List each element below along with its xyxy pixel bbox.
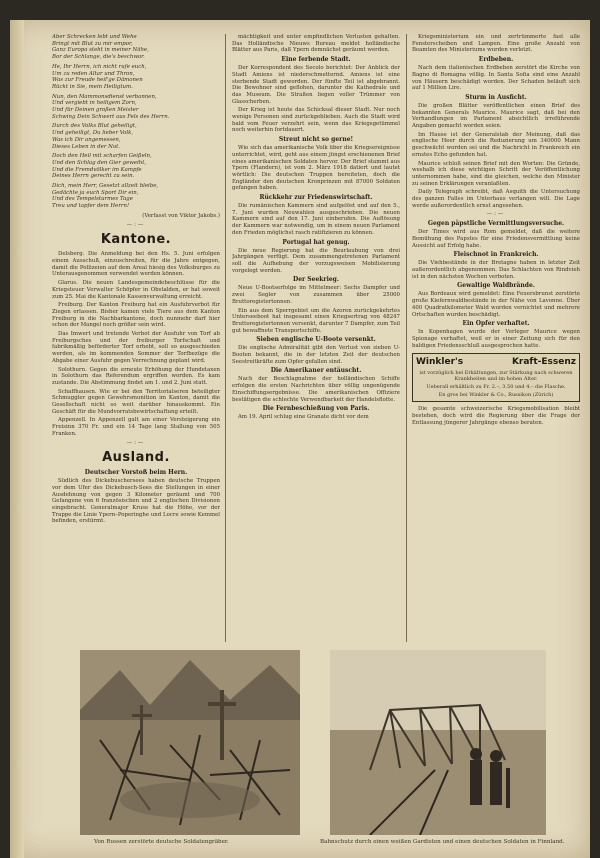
- ad-name-left: Winkler's: [416, 357, 464, 368]
- column-left: [52, 34, 220, 639]
- photo-caption: Von Russen zerstörte deutsche Soldatengräber.: [94, 839, 229, 845]
- article-headline: Die Fernbeschießung von Paris.: [262, 405, 370, 413]
- article-headline: Der Seekrieg.: [293, 276, 339, 284]
- column-right: [412, 34, 580, 639]
- article-paragraph: Schaffhausen. Wie er bei den Territorialseren beteiligter Schmuggler gegen Gewehrsmunition im Kanton, damit die Gesellschaft nicht so weit darüber hinauskommt. Ein Geschäft für die Mundvorratsbewirtschaftung erteilt.: [52, 388, 220, 415]
- article-paragraph: Wie sich das amerikanische Volk über die Kriegsereignisse unterrichtet, wird, geht aus einem jüngst erschienenen Brief eines amerikanischen Soldaten hervor. Der Brief stammt aus Ypern (Flandern), ist vom 2. März 1918 datiert und lautet wörtlich: Die deutschen Truppen bereiteten, doch die Engländer den deutschen Kronprinzen mit 87000 Soldaten gefangen haben.: [232, 145, 400, 192]
- article-paragraph: Kriegsministerium ein und zertrümmerte fast alle Fensterscheiben und Lampen. Eine große Anzahl von Beamten des Ministeriums wurden verletzt.: [412, 34, 580, 54]
- article-headline: Sturm in Ausficht.: [465, 93, 527, 101]
- article-headline: Die Amerikaner entäuscht.: [270, 367, 362, 375]
- article-paragraph: Maurice schloß seinen Brief mit den Worten: Die Gründe, weshalb ich diese wichtigen Schritt der Veröffentlichung unternommen habe, sind die gleichen, welche den Minister zu seinen Erklärungen veranlaßten.: [412, 160, 580, 187]
- poem-stanza: Dich, mein Herr, Gesetzt allzeit bleibe, Gedächte ja euch Sport Dir ein, Und des Tempelsturmes Tage Treu und tapfer dem Herrn!: [52, 183, 159, 210]
- photo-railway-image: [330, 650, 546, 835]
- article-paragraph: Der Krieg ist heute das Schicksal dieser Stadt. Nur noch wenige Personen sind zurückgeblieben. Auch die Stadt wird bald vom Feuer verzehrt sein, wenn das Kriegsgetümmel noch weiterhin fortdauert.: [232, 107, 400, 134]
- article-paragraph: Die neue Regierung hat die Beurlaubung von drei Jahrgängen verfügt. Dem zusammengetretenen Parlament soll die Aufhebung der vorzugsweisen Mobilisierung vorgelegt werden.: [232, 247, 400, 274]
- poem-signature: (Verfasst von Viktor Jakobs.): [142, 212, 220, 219]
- article-paragraph: Freiburg. Der Kanton Freiburg hat ein Ausfuhrverbot für Ziegen erlassen. Bisher kamen viele Tiere aus dem Kanton Freiburg in die Nachbarkantone, doch nunmehr darf hier schon der Mangel noch größer sein wird.: [52, 302, 220, 329]
- poem-stanza: Aber Schrecken lebt und Wehe Bringt mit Blut zu mir empor, Ganz Europa steht in meiner Nähe, Bor der Schlange, die's beschwor.: [52, 34, 149, 61]
- article-paragraph: Glarus. Die neuen Landesgemeindebeschlüsse für die Kriegsteuer Verwalter Schöpfer in Obstalden, er hat soweit zum 25. Mai die Kantonale Kassenverwaltung erreicht.: [52, 280, 220, 300]
- article-paragraph: Delsberg. Die Anmeldung bei den Hs. 5. Juni erfolgen einem Ausschuß, einzuschreiten, für die Jahre entgegen, damit die Pollizeien auf dem Areal hiesig des Volksburges zu Unterausgenommen verwendet werden können.: [52, 251, 220, 278]
- article-paragraph: Appenzell. In Appenzell galt am einer Versteigerung ein Freisinn 370 Fr. und ein 14 Tage lang Stallung von 505 Franken.: [52, 417, 220, 437]
- article-paragraph: Die Viehbestände in der Bretagne haben in letzter Zeit außerordentlich abgenommen. Das Schlachten von Rindvieh ist in den nächsten Wochen verboten.: [412, 260, 580, 280]
- ad-name-right: Kraft-Essenz: [511, 357, 576, 368]
- article-headline: Sieben englische U-Boote versenkt.: [256, 336, 376, 344]
- article-headline: Deutscher Vorstoß beim Hern.: [84, 469, 188, 477]
- article-paragraph: Neue U-Bootserfolge im Mittelmeer: Sechs Dampfer und zwei Segler von zusammen über 25000 Bruttoregistertonnen.: [232, 285, 400, 305]
- column-middle: [232, 34, 400, 639]
- poem-stanza: Nun, den Mammonsdienst verbannen, Und vergiebt in heiligem Zorn, Und für Deinen großen Meister Schwing Dein Schwert aus Fels des Herrn.: [52, 93, 170, 120]
- newspaper-page: [10, 20, 590, 858]
- photo-railway-guard: [330, 650, 546, 835]
- photo-destroyed-graves: [80, 650, 300, 835]
- ad-line: En gros bei Winkler & Co., Russikon (Zürich): [438, 392, 554, 399]
- article-paragraph: Im Hause ist der Generalstab der Meinung, daß das englische Heer durch die Reduzierung um 340000 Mann geschwächt worden sei und die Nachricht in Frankreich ein ernstes Echo gefunden hat.: [412, 131, 580, 158]
- article-headline: Fleischnot in Frankreich.: [453, 251, 539, 259]
- article-headline: Eine ferbende Stadt.: [281, 56, 351, 64]
- article-headline: Gegen päpstliche Vermittlungsversuche.: [427, 220, 565, 228]
- article-paragraph: Nach der Beschlagnahme der holländischen Schiffe erfolgen die ersten Nachrichten über völlig ungenügende Einschiffungsergebnisse. Die amerikanischen Offiziere bestätigen die schlechte Verwendbarkeit der Handelsflotte.: [232, 376, 400, 403]
- section-title-ausland: Ausland.: [102, 450, 170, 466]
- article-paragraph: Solothurn. Gegen die erneute Erhöhung der Hundetaxen in Solothurn das Referendum ergriffen worden. Es kam zustande. Die Abstimmung findet am 1. und 2. Juni statt.: [52, 366, 220, 386]
- ad-title: [416, 357, 576, 368]
- article-paragraph: Am 19. April schlug eine Granate dicht vor dem: [238, 414, 369, 421]
- article-paragraph: Die gesamte schweizerische Kriegsmobilisation bleibt bestehen, doch wird die Regierung über die Frage der Entlassung jüngerer Jahrgänge ebenso beraten.: [412, 406, 580, 426]
- article-paragraph: Nach dem italienischen Erdbeben zerstört die Kirche von Bagno di Romagna völlig. In Santa Sofia sind eine Anzahl von Häusern beschädigt worden. Der Schaden beläuft sich auf 1 Million Lire.: [412, 65, 580, 92]
- article-paragraph: Das Imwert und tretende Verbot der Ausfuhr von Torf ab Freiburgsches und der freiburger Torfschaft und fabrikmäßig beförderter Torf erhebt, soll so ausgeschieden werden, als im kommenden Sommer der Torfbezüge die Abgabe einer Ausfuhr gegen Verrechnung geplant wird.: [52, 331, 220, 364]
- photo-caption: Bahnschutz durch einen weißen Gardisten und einen deutschen Soldaten in Finnland.: [320, 839, 565, 845]
- article-paragraph: Die rumänischen Kammern sind aufgelöst und auf den 5., 7. Juni wurden Neuwahlen ausgeschrieben. Die neuen Kammern sind auf den 17. Juni einberufen. Die Auflösung der Kammern war notwendig, um in einem neuen Parlament den Frieden möglichst rasch ratifizieren zu können.: [232, 203, 400, 236]
- poem-stanza: Durch des Volks Blut geheiligt, Und geheiligt, Du lieber Volk, Was ich Dir angemessen, Dieses Leben in der Not.: [52, 123, 137, 150]
- separator: —:—: [486, 211, 506, 218]
- poem: [52, 34, 220, 210]
- poem-stanza: He, Ihr Herrn, ich nicht rufe euch, Um zu reden Altar und Thron, Was zur Freude heil'ge Dämonen Rückt in Sie, mein Heiligtum.: [52, 63, 147, 90]
- column-rule: [406, 34, 407, 642]
- article-headline: Gewaltige Waldbrände.: [457, 282, 535, 290]
- ad-line: Ueberall erhältlich zu Fr. 2.–, 3.50 und 4.– die Flasche.: [426, 384, 566, 391]
- article-paragraph: Der Korrespondent des Secolo berichtet: Der Anblick der Stadt Amiens ist niederschmetternd. Amiens ist eine sterbende Stadt geworden. Der fünfte Teil ist abgebrannt. Die Bewohner sind geflohen, darunter die Kathedrale und das Museum. Die Straßen liegen voller Trümmer von Glasscherben.: [232, 65, 400, 105]
- article-headline: Ein Opfer verhaftet.: [462, 320, 530, 328]
- article-paragraph: Daily Telegraph schreibt, daß Asquith die Untersuchung des ganzen Falles im Unterhaus verlangen will. Die Lage werde außerordentlich ernst angesehen.: [412, 189, 580, 209]
- separator: —:—: [126, 439, 146, 446]
- ad-line: ist vorzüglich bei Erkältungen, zur Stärkung nach schweren Krankheiten und im hohen Alter.: [419, 370, 573, 383]
- article-paragraph: Der Times wird aus Rom gemeldet, daß die weitere Bemühung des Papstes für eine Friedensvermittlung keine Aussicht auf Erfolg habe.: [412, 229, 580, 249]
- photo-strip: [52, 650, 580, 850]
- article-paragraph: Aus Bordeaux wird gemeldet: Eine Feuersbrunst zerstörte große Kiefernwaldbestände in der Nähe von Lavonne. Über 400 Quadratkilometer Wald wurden vernichtet und mehrere Ortschaften wurden beschädigt.: [412, 291, 580, 318]
- article-paragraph: Ein aus dem Sperrgebiet um die Azoren zurückgekehrtes Unterseeboot hat insgesamt einen Kriegsertrag von 48247 Bruttoregistertonnen versenkt, darunter 7 Dampfer, zum Teil gut bewaffnete Transportschiffe.: [232, 307, 400, 334]
- article-headline: Erdbeben.: [478, 56, 514, 64]
- article-headline: Rückkehr zur Friedenswirtschaft.: [259, 194, 373, 202]
- article-paragraph: mächtigkeit und unter empfindlichen Verlusten gehalten. Das Holländische Nieuws Bureau meldet holländische Blätter aus Paris, daß Ypern demnächst geräumt werden.: [232, 34, 400, 54]
- article-headline: Streut nicht so gerne!: [278, 136, 354, 144]
- photo-graves-image: [80, 650, 300, 835]
- article-headline: Portugal hat genug.: [282, 238, 350, 246]
- article-paragraph: Die englische Admiralität gibt den Verlust von sieben U-Booten bekannt, die in der letzten Zeit der deutschen Seestreitkräfte zum Opfer gefallen sind.: [232, 345, 400, 365]
- page-binding: [10, 20, 24, 858]
- advertisement-kraft-essenz: [412, 353, 580, 402]
- article-paragraph: In Kopenhagen wurde der Verleger Maurice wegen Spionage verhaftet, weil er in einer Zeitung sich für den baldigen Friedensschluß ausgesprochen hatte.: [412, 329, 580, 349]
- article-paragraph: Südlich des Dickebuschersees haben deutsche Truppen vor dem Ufer des Dickebusch-Sees die Stellungen in einer Ausdehnung von gegen 3 Kilometer geräumt und 700 Gefangene von 6 französischen und 2 englischen Divisionen eingebracht. Generalmajor Kruse hat die Höhe, vor der Trappe die Linie Ypern–Poperinghe und Locre sowie Kemmel befinden, erstürmt.: [52, 478, 220, 525]
- poem-stanza: Doch den Heil mit scharfen Geißeln, Und den Schlag den Gier geweiht, Und die Fremdvölker im Kampfe Deines Herrn gerecht zu sein.: [52, 153, 152, 180]
- column-rule: [225, 34, 226, 642]
- separator: —:—: [126, 221, 146, 228]
- section-title-kantone: Kantone.: [100, 232, 172, 248]
- article-paragraph: Die großen Blätter veröffentlichen einen Brief des bekannten Generals Maurice. Maurice sagt, daß bei den Verhandlungen im Parlament absichtlich irreführende Angaben gemacht worden seien.: [412, 102, 580, 130]
